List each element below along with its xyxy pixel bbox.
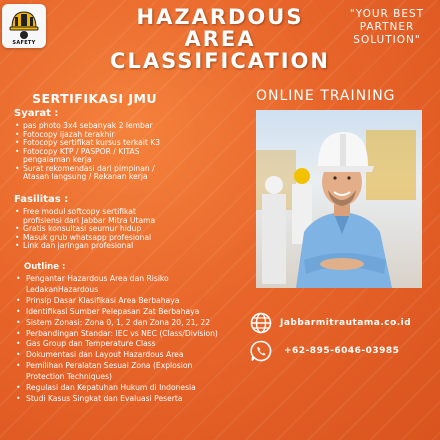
list-item-continuation: pengalaman kerja [23,155,92,164]
subtitle: SERTIFIKASI JMU [32,91,158,106]
list-item: • Link dan jaringan profesional [14,242,155,251]
training-label: ONLINE TRAINING [256,88,396,104]
phone-link[interactable]: +62-895-6046-03985 [284,346,400,356]
list-item: • Pengantar Hazardous Area dan Risiko [14,274,218,285]
whatsapp-icon [250,340,272,362]
list-item: • Fotocopy sertifikat kursus terkait K3 [14,139,160,148]
list-item: • Fotocopy KTP / PASPOR / KITAS [14,148,160,157]
syarat-list [14,122,160,182]
list-item-continuation: Protection Techniques) [26,372,112,382]
list-item: • Prinsip Dasar Klasifikasi Area Berbahaya [14,296,218,307]
tagline-line-1: "YOUR BEST [349,8,425,20]
list-item: • Sistem Zonasi: Zona 0, 1, 2 dan Zona 20, 21, 22 [14,318,218,329]
list-item: • Studi Kasus Singkat dan Evaluasi Peserta [14,394,218,405]
outline-heading: Outline : [24,262,66,272]
list-item: • Dokumentasi dan Layout Hazardous Area [14,350,218,361]
list-item: • Gas Group dan Temperature Class [14,339,218,350]
list-item: • Perbandingan Standar: IEC vs NEC (Class/Division) [14,329,218,340]
globe-icon [250,312,272,334]
page-title [95,6,345,72]
title-line-3: CLASSIFICATION [110,49,330,73]
tagline-line-2: PARTNER [359,21,415,33]
list-item: • Fotocopy ijazah terakhir [14,131,160,140]
list-item: • Gratis konsultasi seumur hidup [14,225,155,234]
worker-hardhat-photo [256,110,422,288]
logo-text: SAFETY [12,40,36,46]
list-item: • Surat rekomendasi dari pimpinan / [14,165,160,174]
hardhat-worker-icon [2,4,46,40]
list-item-continuation: profisiensi dari Jabbar Mitra Utama [23,215,156,225]
title-line-1: HAZARDOUS [136,5,304,29]
list-item: • pas photo 3x4 sebanyak 2 lembar [14,122,160,131]
worker-photo [256,110,422,288]
list-item: • Masuk grub whatsapp profesional [14,234,155,243]
fasilitas-heading: Fasilitas : [14,194,69,205]
list-item-continuation: LedakanHazardous [26,284,99,294]
outline-list [14,274,218,405]
fasilitas-list [14,208,155,251]
title-line-2: AREA [184,27,256,51]
website-link[interactable]: Jabbarmitrautama.co.id [280,318,412,328]
list-item: • Pemilihan Peralatan Sesuai Zona (Explosion [14,361,218,372]
tagline [333,8,440,47]
list-item-continuation: Atasan langsung / Rekanan kerja [23,172,148,181]
tagline-line-3: SOLUTION" [353,34,421,46]
syarat-heading: Syarat : [14,108,59,119]
list-item: • Identifikasi Sumber Pelepasan Zat Berbahaya [14,307,218,318]
list-item: • Free modul softcopy sertifikat [14,208,155,217]
list-item: • Regulasi dan Kepatuhan Hukum di Indonesia [14,383,218,394]
safety-logo [2,4,46,48]
